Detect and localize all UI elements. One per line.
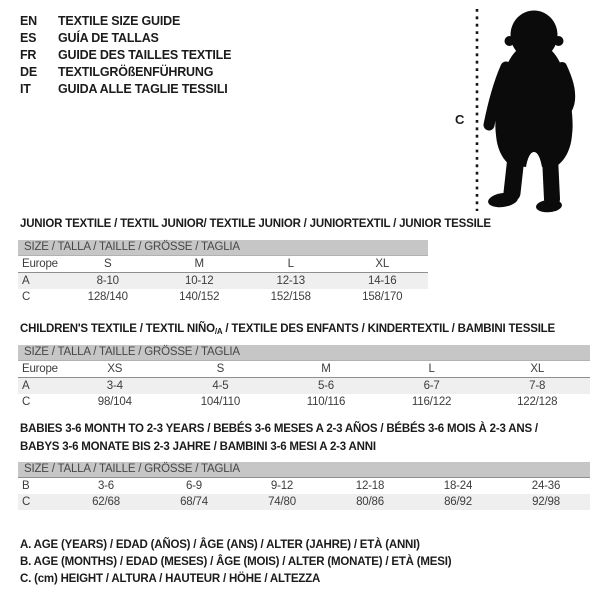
- lang-label: TEXTILE SIZE GUIDE: [58, 14, 181, 28]
- value-cell: 128/140: [87, 291, 128, 303]
- table-row-height: [18, 494, 590, 510]
- value-cell: 116/122: [411, 396, 452, 408]
- value-cell: 4-5: [212, 380, 229, 392]
- legend-notes: [20, 537, 451, 589]
- value-cell: 98/104: [97, 396, 132, 408]
- value-cell: 5-6: [317, 380, 334, 392]
- size-cell: XL: [337, 256, 429, 273]
- size-header-bar: SIZE / TALLA / TAILLE / GRÖSSE / TAGLIA: [18, 345, 590, 361]
- value-cell: 12-18: [355, 480, 385, 492]
- value-cell: 92/98: [532, 496, 560, 508]
- value-cell: 158/170: [362, 291, 403, 303]
- section-title-babies: [20, 421, 538, 456]
- value-cell: 110/116: [306, 396, 346, 408]
- size-header-bar: SIZE / TALLA / TAILLE / GRÖSSE / TAGLIA: [18, 462, 590, 478]
- value-cell: 6-7: [423, 380, 440, 392]
- table-row-europe: [18, 361, 590, 378]
- value-cell: 122/128: [517, 396, 558, 408]
- row-label: A: [22, 275, 30, 287]
- note-height-cm: C. (cm) HEIGHT / ALTURA / HAUTEUR / HÖHE / ALTEZZA: [20, 573, 321, 586]
- lang-label: GUÍA DE TALLAS: [58, 31, 159, 45]
- size-cell: XS: [62, 361, 168, 378]
- value-cell: 140/152: [179, 291, 220, 303]
- lang-row-de: [20, 64, 231, 81]
- size-cell: S: [62, 256, 154, 273]
- value-cell: 24-36: [531, 480, 561, 492]
- table-row-age: [18, 378, 590, 395]
- height-measure-figure: [450, 5, 596, 217]
- title-line-2: BABYS 3-6 MONATE BIS 2-3 JAHRE / BAMBINI 3-6 MESI A 2-3 ANNI: [20, 440, 376, 453]
- value-cell: 74/80: [268, 496, 296, 508]
- lang-row-en: [20, 13, 231, 30]
- section-title-children: [20, 321, 555, 341]
- language-title-list: [20, 13, 231, 98]
- value-cell: 62/68: [92, 496, 120, 508]
- baby-silhouette-icon: [487, 11, 572, 214]
- value-cell: 152/158: [270, 291, 311, 303]
- value-cell: 7-8: [529, 380, 546, 392]
- lang-label: TEXTILGRÖßENFÜHRUNG: [58, 65, 214, 79]
- value-cell: 8-10: [96, 275, 119, 287]
- junior-size-table: [18, 240, 428, 305]
- title-text: / TEXTILE DES ENFANTS / KINDERTEXTIL / BAMBINI TESSILE: [222, 323, 555, 335]
- table-row-height: [18, 394, 590, 410]
- size-cell: M: [154, 256, 246, 273]
- measure-label-c: C: [455, 112, 465, 127]
- value-cell: 18-24: [443, 480, 473, 492]
- value-cell: 10-12: [185, 275, 214, 287]
- value-cell: 14-16: [368, 275, 397, 287]
- value-cell: 104/110: [200, 396, 241, 408]
- section-title-junior: JUNIOR TEXTILE / TEXTIL JUNIOR/ TEXTILE JUNIOR / JUNIORTEXTIL / JUNIOR TESSILE: [20, 218, 491, 230]
- row-label: Europe: [18, 361, 62, 378]
- size-cell: S: [168, 361, 274, 378]
- row-label: B: [22, 480, 30, 492]
- row-label: Europe: [18, 256, 62, 273]
- size-header-bar: SIZE / TALLA / TAILLE / GRÖSSE / TAGLIA: [18, 240, 428, 256]
- note-age-months: B. AGE (MONTHS) / EDAD (MESES) / ÂGE (MOIS) / ALTER (MONATE) / ETÀ (MESI): [20, 556, 452, 569]
- children-size-table: [18, 345, 590, 410]
- value-cell: 80/86: [356, 496, 384, 508]
- table-row-height: [18, 289, 428, 305]
- size-cell: L: [379, 361, 485, 378]
- title-subscript: /A: [214, 327, 223, 336]
- lang-code: EN: [20, 14, 37, 28]
- value-cell: 68/74: [180, 496, 208, 508]
- value-cell: 12-13: [276, 275, 305, 287]
- lang-row-it: [20, 81, 231, 98]
- table-row-age: [18, 273, 428, 290]
- lang-row-es: [20, 30, 231, 47]
- size-cell: M: [273, 361, 379, 378]
- size-cell: L: [245, 256, 337, 273]
- value-cell: 3-4: [106, 380, 123, 392]
- title-line-1: BABIES 3-6 MONTH TO 2-3 YEARS / BEBÉS 3-6 MESES A 2-3 AÑOS / BÉBÉS 3-6 MOIS À 2-3 ANS /: [20, 423, 538, 435]
- table-row-europe: [18, 256, 428, 273]
- row-label: C: [22, 396, 31, 408]
- value-cell: 6-9: [185, 480, 203, 492]
- note-age-years: A. AGE (YEARS) / EDAD (AÑOS) / ÂGE (ANS) / ALTER (JAHRE) / ETÀ (ANNI): [20, 539, 420, 551]
- size-cell: XL: [484, 361, 590, 378]
- lang-code: DE: [20, 65, 37, 79]
- value-cell: 86/92: [444, 496, 472, 508]
- row-label: C: [22, 291, 31, 303]
- title-text: CHILDREN'S TEXTILE / TEXTIL NIÑO: [20, 323, 215, 335]
- lang-code: FR: [20, 48, 37, 62]
- row-label: C: [22, 496, 31, 508]
- lang-code: IT: [20, 82, 31, 96]
- lang-label: GUIDE DES TAILLES TEXTILE: [58, 48, 232, 62]
- value-cell: 3-6: [97, 480, 115, 492]
- table-row-months: [18, 478, 590, 494]
- lang-label: GUIDA ALLE TAGLIE TESSILI: [58, 82, 228, 96]
- row-label: A: [22, 380, 30, 392]
- babies-size-table: [18, 462, 590, 510]
- lang-code: ES: [20, 31, 37, 45]
- value-cell: 9-12: [270, 480, 294, 492]
- lang-row-fr: [20, 47, 231, 64]
